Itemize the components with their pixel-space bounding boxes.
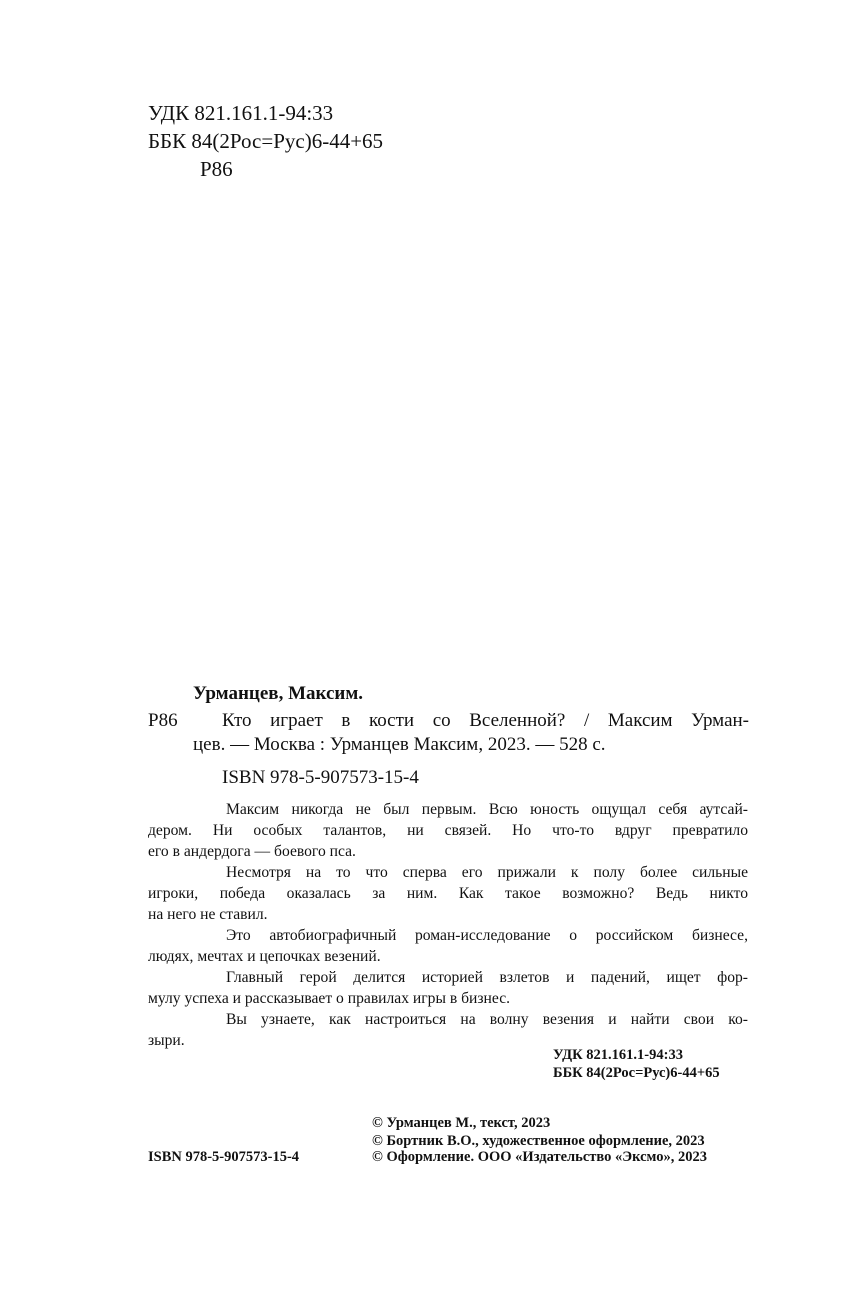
entry-title-line1-text: Кто играет в кости со Вселенной? / Максим Урман-: [222, 710, 749, 731]
annotation-line: Главный герой делится историей взлетов и падений, ищет фор-: [226, 969, 748, 986]
entry-title-line1: [222, 709, 749, 733]
copyright-line-1: © Урманцев М., текст, 2023: [372, 1115, 551, 1131]
entry-author-mark: Р86: [148, 710, 178, 731]
udk-code: УДК 821.161.1-94:33: [148, 101, 334, 125]
annotation: [148, 799, 748, 1051]
annotation-paragraph: [148, 862, 748, 883]
entry-isbn: ISBN 978-5-907573-15-4: [222, 767, 419, 788]
annotation-line: игроки, победа оказалась за ним. Как такое возможно? Ведь никто: [148, 885, 748, 902]
annotation-line: на него не ставил.: [148, 906, 268, 923]
annotation-line: Это автобиографичный роман-исследование о российском бизнесе,: [226, 927, 748, 944]
annotation-line: его в андердога — боевого пса.: [148, 843, 356, 860]
annotation-paragraph: [148, 799, 748, 820]
annotation-line: зыри.: [148, 1032, 185, 1049]
entry-title-line2: цев. — Москва : Урманцев Максим, 2023. — 528 с.: [193, 734, 606, 755]
annotation-paragraph-cont: [148, 988, 748, 1009]
author-mark: Р86: [200, 157, 233, 181]
annotation-paragraph-cont: [148, 946, 748, 967]
annotation-paragraph: [148, 1009, 748, 1030]
bbk-code: ББК 84(2Рос=Рус)6-44+65: [148, 129, 384, 153]
bottom-bbk-code: ББК 84(2Рос=Рус)6-44+65: [553, 1065, 720, 1081]
annotation-paragraph: [148, 925, 748, 946]
copyright-line-2: © Бортник В.О., художественное оформление, 2023: [372, 1133, 705, 1149]
annotation-paragraph-cont: [148, 820, 748, 862]
annotation-line: людях, мечтах и цепочках везений.: [148, 948, 381, 965]
annotation-line: мулу успеха и рассказывает о правилах игры в бизнес.: [148, 990, 511, 1007]
annotation-line: дером. Ни особых талантов, ни связей. Но что-то вдруг превратило: [148, 822, 748, 839]
annotation-line: Вы узнаете, как настроиться на волну везения и найти свои ко-: [226, 1011, 748, 1028]
annotation-line: Максим никогда не был первым. Всю юность ощущал себя аутсай-: [226, 801, 748, 818]
copyright-isbn: ISBN 978-5-907573-15-4: [148, 1149, 300, 1165]
annotation-paragraph-cont: [148, 883, 748, 925]
author-name: Урманцев, Максим.: [193, 683, 364, 704]
annotation-line: Несмотря на то что сперва его прижали к полу более сильные: [226, 864, 748, 881]
copyright-line-3: © Оформление. ООО «Издательство «Эксмо», 2023: [372, 1149, 707, 1165]
bottom-udk-code: УДК 821.161.1-94:33: [553, 1047, 683, 1063]
annotation-paragraph: [148, 967, 748, 988]
